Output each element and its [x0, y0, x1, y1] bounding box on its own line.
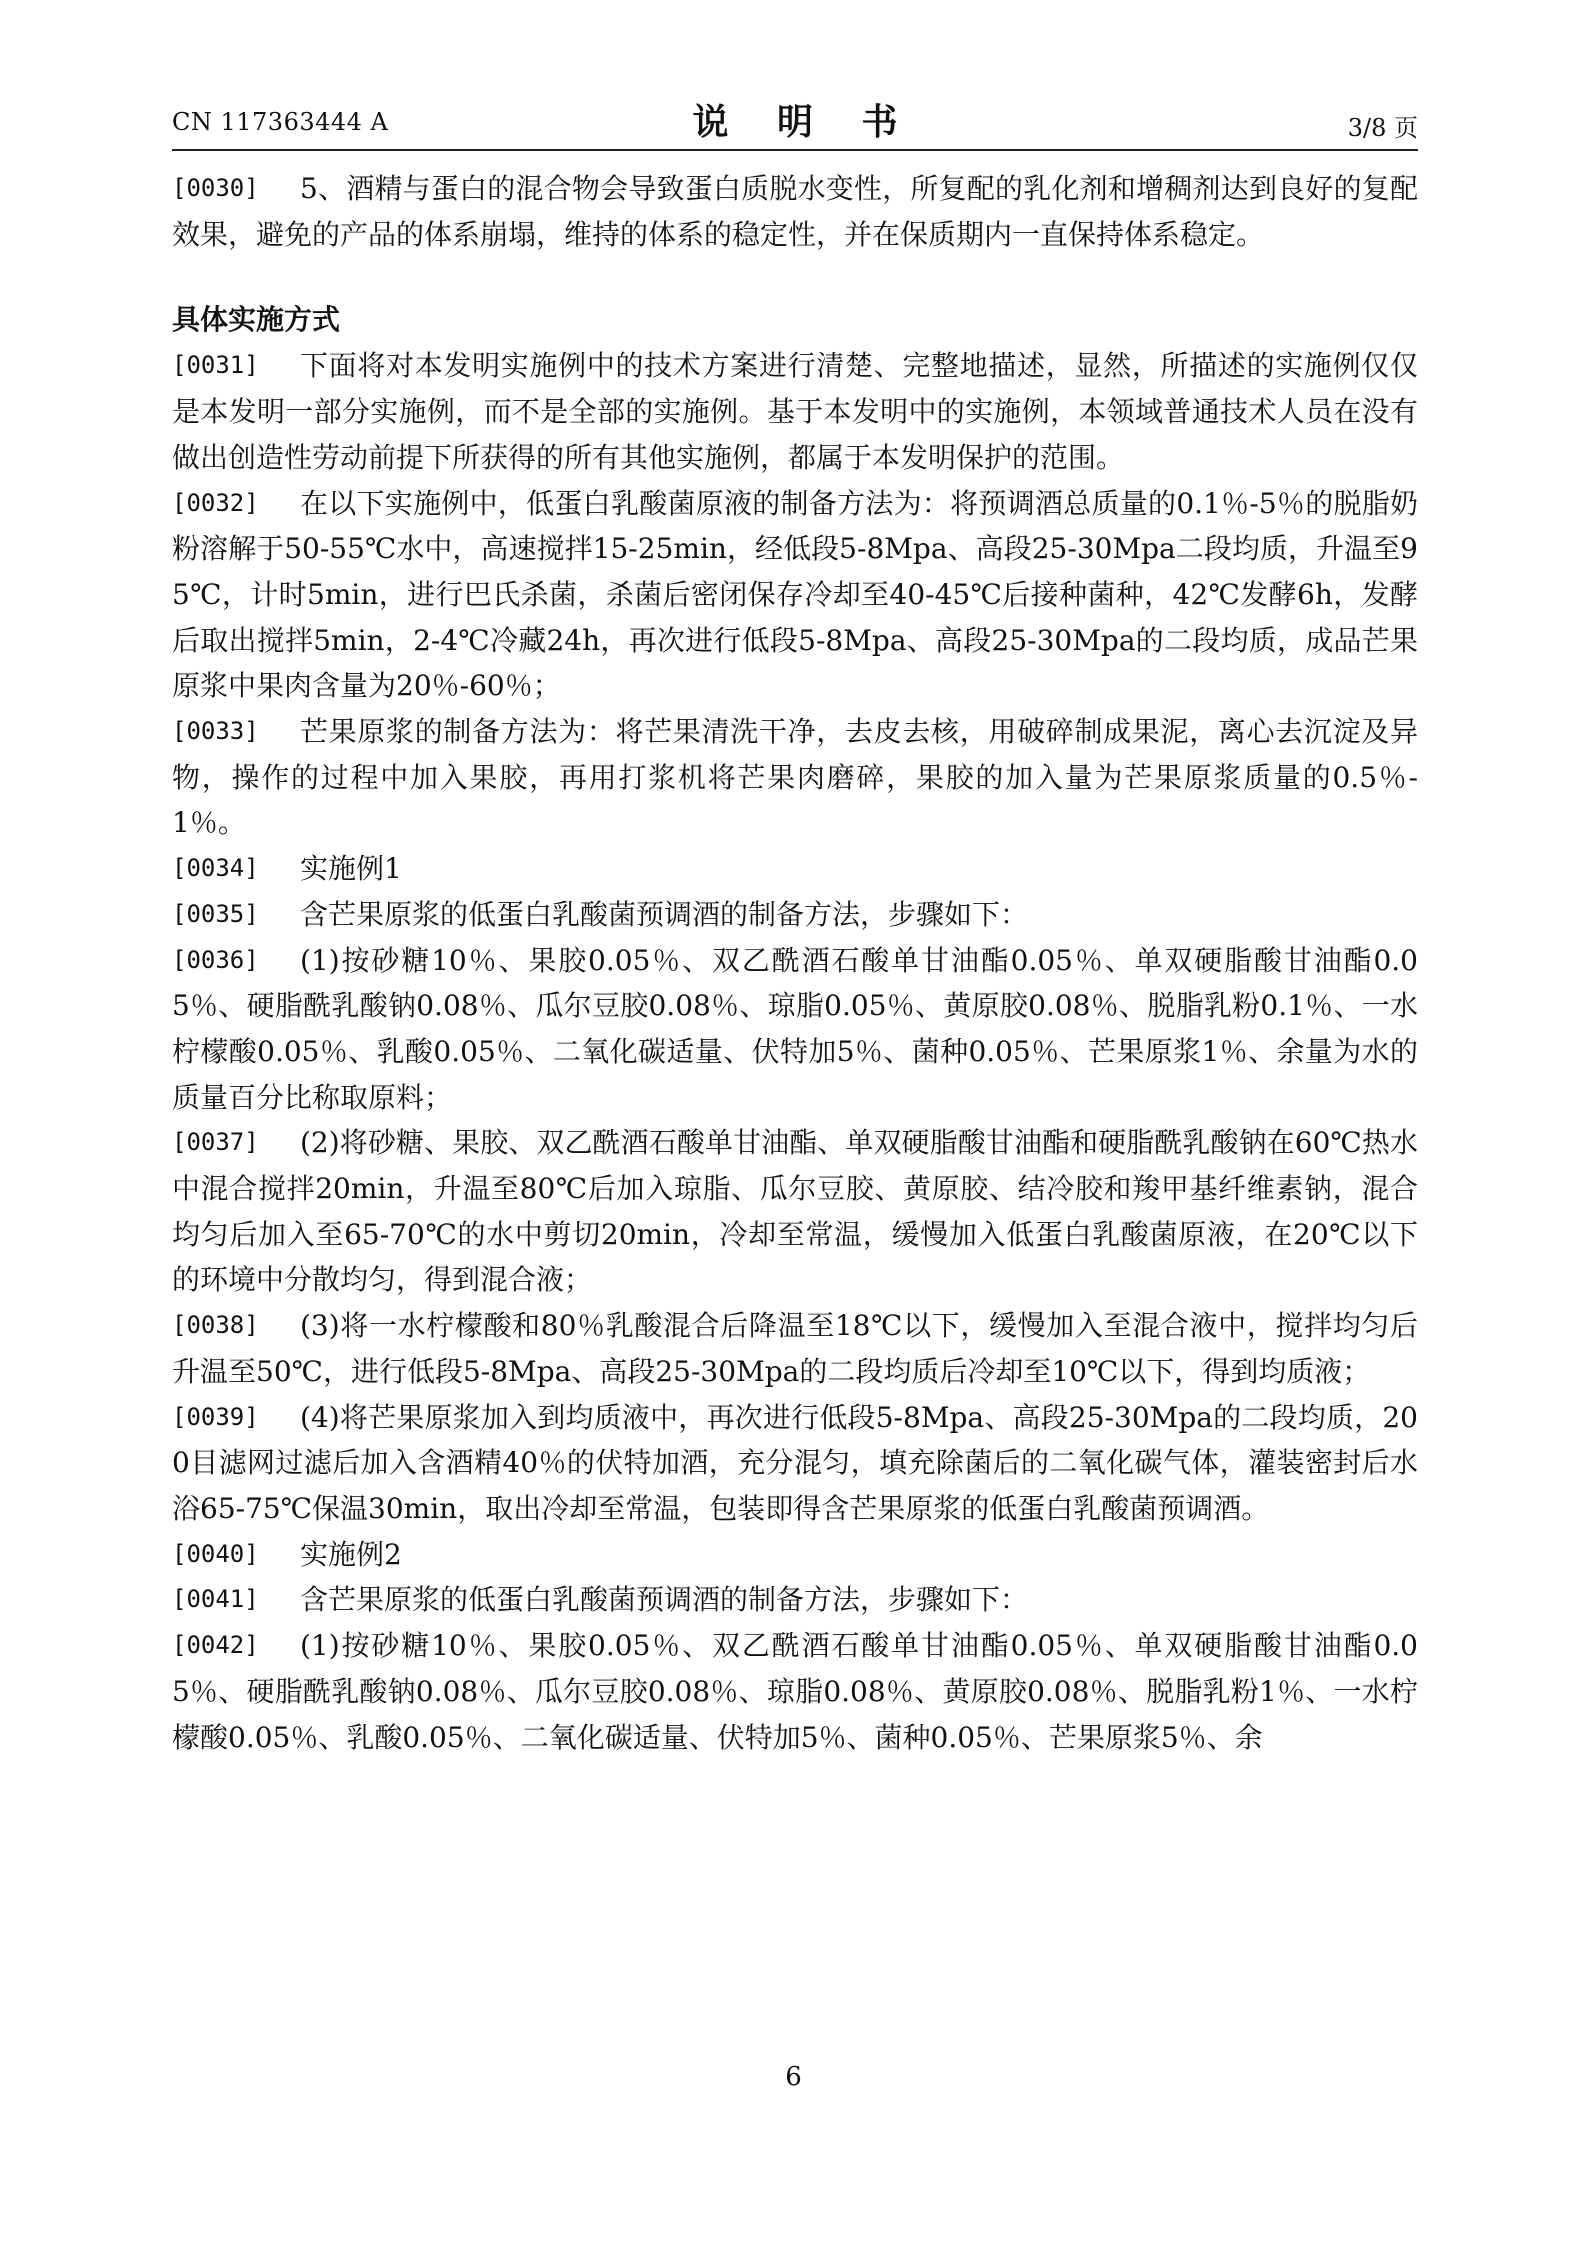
- paragraph-text: 5、酒精与蛋白的混合物会导致蛋白质脱水变性，所复配的乳化剂和增稠剂达到良好的复配效果，避免的产品的体系崩塌，维持的体系的稳定性，并在保质期内一直保持体系稳定。: [172, 172, 1418, 251]
- paragraph-text: 实施例1: [300, 852, 402, 886]
- paragraph-number: [0040]: [172, 1539, 259, 1568]
- paragraph-number: [0042]: [172, 1631, 259, 1660]
- page-header: [172, 94, 1418, 144]
- paragraph-0039: [172, 1395, 1418, 1532]
- paragraph-number: [0030]: [172, 174, 259, 202]
- paragraph-text: 实施例2: [300, 1537, 402, 1571]
- document-body: [172, 166, 1418, 1760]
- paragraph-text: 含芒果原浆的低蛋白乳酸菌预调酒的制备方法，步骤如下：: [300, 1583, 1029, 1617]
- paragraph-number: [0038]: [172, 1311, 259, 1340]
- paragraph-0035: [172, 892, 1418, 938]
- paragraph-number: [0041]: [172, 1585, 259, 1614]
- paragraph-text: (1)按砂糖10％、果胶0.05％、双乙酰酒石酸单甘油酯0.05％、单双硬脂酸甘油酯0.05％、硬脂酰乳酸钠0.08％、瓜尔豆胶0.08％、琼脂0.05％、黄原胶0.08％、脱脂乳粉0.1％、一水柠檬酸0.05％、乳酸0.05％、二氧化碳适量、伏特加5％、菌种0.05％、芒果原浆1％、余量为水的质量百分比称取原料；: [172, 943, 1418, 1114]
- patent-number: CN 117363444 A: [172, 108, 389, 136]
- paragraph-0037: [172, 1120, 1418, 1303]
- paragraph-0032: [172, 481, 1418, 710]
- page-number: 6: [785, 2062, 802, 2092]
- paragraph-0038: [172, 1303, 1418, 1394]
- paragraph-number: [0032]: [172, 488, 259, 517]
- paragraph-0031: [172, 343, 1418, 480]
- paragraph-0036: [172, 938, 1418, 1121]
- paragraph-number: [0039]: [172, 1402, 259, 1431]
- paragraph-number: [0033]: [172, 717, 259, 746]
- paragraph-text: 芒果原浆的制备方法为：将芒果清洗干净，去皮去核，用破碎制成果泥，离心去沉淀及异物，操作的过程中加入果胶，再用打浆机将芒果肉磨碎，果胶的加入量为芒果原浆质量的0.5％-1％。: [172, 715, 1418, 840]
- paragraph-text: (4)将芒果原浆加入到均质液中，再次进行低段5-8Mpa、高段25-30Mpa的二段均质，200目滤网过滤后加入含酒精40％的伏特加酒，充分混匀，填充除菌后的二氧化碳气体，灌装密封后水浴65-75℃保温30min，取出冷却至常温，包装即得含芒果原浆的低蛋白乳酸菌预调酒。: [172, 1400, 1418, 1525]
- page-indicator: 3/8 页: [1347, 114, 1418, 142]
- paragraph-number: [0031]: [172, 351, 259, 380]
- paragraph-text: (2)将砂糖、果胶、双乙酰酒石酸单甘油酯、单双硬脂酸甘油酯和硬脂酰乳酸钠在60℃热水中混合搅拌20min，升温至80℃后加入琼脂、瓜尔豆胶、黄原胶、结冷胶和羧甲基纤维素钠，混合均匀后加入至65-70℃的水中剪切20min，冷却至常温，缓慢加入低蛋白乳酸菌原液，在20℃以下的环境中分散均匀，得到混合液；: [172, 1126, 1418, 1297]
- paragraph-0040: [172, 1532, 1418, 1578]
- paragraph-0041: [172, 1577, 1418, 1623]
- paragraph-text: (1)按砂糖10％、果胶0.05％、双乙酰酒石酸单甘油酯0.05％、单双硬脂酸甘油酯0.05％、硬脂酰乳酸钠0.08％、瓜尔豆胶0.08％、琼脂0.08％、黄原胶0.08％、脱脂乳粉1％、一水柠檬酸0.05％、乳酸0.05％、二氧化碳适量、伏特加5％、菌种0.05％、芒果原浆5％、余: [172, 1629, 1418, 1754]
- section-heading: 具体实施方式: [172, 303, 341, 337]
- paragraph-number: [0035]: [172, 899, 259, 928]
- paragraph-0030: [172, 166, 1418, 257]
- paragraph-0034: [172, 846, 1418, 892]
- paragraph-0033: [172, 709, 1418, 846]
- paragraph-text: 含芒果原浆的低蛋白乳酸菌预调酒的制备方法，步骤如下：: [300, 897, 1029, 931]
- paragraph-number: [0036]: [172, 945, 259, 974]
- paragraph-number: [0034]: [172, 854, 259, 883]
- paragraph-number: [0037]: [172, 1128, 259, 1157]
- paragraph-text: 在以下实施例中，低蛋白乳酸菌原液的制备方法为：将预调酒总质量的0.1％-5％的脱脂奶粉溶解于50-55℃水中，高速搅拌15-25min，经低段5-8Mpa、高段25-30Mpa二段均质，升温至95℃，计时5min，进行巴氏杀菌，杀菌后密闭保存冷却至40-45℃后接种菌种，42℃发酵6h，发酵后取出搅拌5min，2-4℃冷藏24h，再次进行低段5-8Mpa、高段25-30Mpa的二段均质，成品芒果原浆中果肉含量为20％-60％；: [172, 486, 1418, 703]
- document-title: 说 明 书: [692, 101, 916, 143]
- paragraph-text: (3)将一水柠檬酸和80％乳酸混合后降温至18℃以下，缓慢加入至混合液中，搅拌均匀后升温至50℃，进行低段5-8Mpa、高段25-30Mpa的二段均质后冷却至10℃以下，得到均质液；: [172, 1309, 1418, 1388]
- paragraph-text: 下面将对本发明实施例中的技术方案进行清楚、完整地描述，显然，所描述的实施例仅仅是本发明一部分实施例，而不是全部的实施例。基于本发明中的实施例，本领域普通技术人员在没有做出创造性劳动前提下所获得的所有其他实施例，都属于本发明保护的范围。: [172, 349, 1418, 474]
- header-divider: [172, 149, 1418, 151]
- paragraph-0042: [172, 1623, 1418, 1760]
